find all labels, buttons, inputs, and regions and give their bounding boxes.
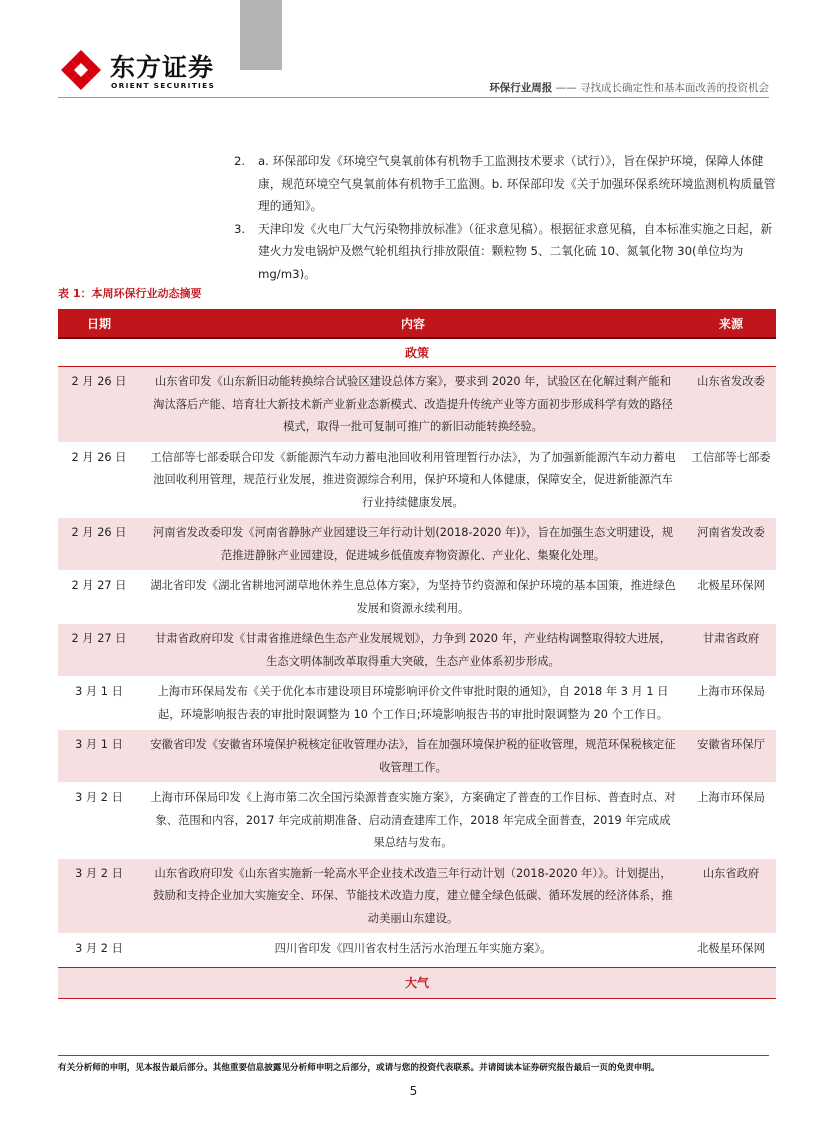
event-number: 3. [234, 221, 246, 236]
row-source: 上海市环保局 [697, 791, 765, 804]
section-air: 大气 [58, 967, 776, 999]
row-content: 四川省印发《四川省农村生活污水治理五年实施方案》。 [274, 942, 552, 955]
report-subtitle: 寻找成长确定性和基本面改善的投资机会 [580, 82, 769, 94]
row-date: 3 月 2 日 [75, 866, 123, 880]
row-content: 湖北省印发《湖北省耕地河湖草地休养生息总体方案》，为坚持节约资源和保护环境的基本国策，推进绿色发展和资源永续利用。 [150, 579, 676, 615]
disclaimer-text: 有关分析师的申明，见本报告最后部分。其他重要信息披露见分析师申明之后部分，或请与您的投资代表联系。并请阅读本证券研究报告最后一页的免责申明。 [58, 1063, 660, 1073]
row-content: 安徽省印发《安徽省环境保护税核定征收管理办法》，旨在加强环境保护税的征收管理，规范环保税核定征收管理工作。 [150, 738, 676, 774]
table-row [58, 367, 776, 443]
row-content: 甘肃省政府印发《甘肃省推进绿色生态产业发展规划》，力争到 2020 年，产业结构调整取得较大进展，生态文明体制改革取得重大突破，生态产业体系初步形成。 [154, 632, 672, 668]
brand-logo [58, 46, 228, 96]
event-item [232, 150, 777, 218]
header-divider [58, 97, 769, 98]
row-date: 2 月 26 日 [71, 450, 127, 464]
table-header-row [58, 309, 776, 339]
brand-name-cn: 东方证券 [110, 53, 215, 82]
row-date: 2 月 27 日 [71, 579, 127, 592]
header-decor-bar [240, 0, 282, 70]
footer-divider [58, 1055, 769, 1056]
table-row [58, 571, 776, 624]
row-date: 3 月 1 日 [75, 685, 123, 698]
row-source: 山东省发改委 [697, 375, 765, 388]
row-date: 2 月 26 日 [71, 375, 127, 388]
row-date: 3 月 2 日 [75, 942, 123, 955]
row-source: 甘肃省政府 [702, 632, 760, 645]
table-caption: 表 1：本周环保行业动态摘要 [58, 287, 202, 300]
row-content: 工信部等七部委联合印发《新能源汽车动力蓄电池回收利用管理暂行办法》，为了加强新能源汽车动力蓄电池回收利用管理，规范行业发展，推进资源综合利用，保护环境和人体健康，保障安全，促进新能源汽车行业持续健康发展。 [150, 450, 676, 509]
row-content: 山东省政府印发《山东省实施新一轮高水平企业技术改造三年行动计划（2018-2020 年）》。计划提出，鼓励和支持企业加大实施安全、环保、节能技术改造力度，建立健全绿色低碳、循环发展的经济体系，推动美丽山东建设。 [153, 866, 673, 925]
row-date: 2 月 26 日 [71, 526, 127, 539]
report-type: 环保行业周报 [489, 82, 553, 94]
row-source: 河南省发改委 [697, 526, 765, 539]
row-date: 3 月 2 日 [75, 791, 123, 804]
page-number: 5 [409, 1084, 418, 1098]
row-content: 上海市环保局印发《上海市第二次全国污染源普查实施方案》，方案确定了普查的工作目标、普查时点、对象、范围和内容，2017 年完成前期准备、启动清查建库工作，2018 年完成全面普查，2019 年完成成果总结与发布。 [150, 791, 676, 849]
table-row [58, 730, 776, 783]
report-header [489, 80, 769, 95]
event-text: 天津印发《火电厂大气污染物排放标准》（征求意见稿）。根据征求意见稿，自本标准实施之日起，新建火力发电锅炉及燃气轮机组执行排放限值：颗粒物 5、二氧化硫 10、氮氧化物 30(单位均为 mg/m3)。 [258, 221, 773, 281]
industry-news-table [58, 309, 776, 999]
section-policy: 政策 [58, 339, 776, 367]
table-row [58, 934, 776, 965]
row-source: 北极星环保网 [697, 579, 765, 592]
table-row [58, 518, 776, 571]
table-row [58, 859, 776, 935]
row-content: 河南省发改委印发《河南省静脉产业园建设三年行动计划(2018-2020 年)》，旨在加强生态文明建设，规范推进静脉产业园建设，促进城乡低值废弃物资源化、产业化、集聚化处理。 [152, 526, 674, 562]
event-number: 2. [234, 154, 246, 168]
table-row [58, 677, 776, 730]
row-date: 2 月 27 日 [71, 632, 127, 645]
row-date: 3 月 1 日 [75, 738, 123, 751]
event-text: a. 环保部印发《环境空气臭氧前体有机物手工监测技术要求（试行）》，旨在保护环境，保障人体健康，规范环境空气臭氧前体有机物手工监测。b. 环保部印发《关于加强环保系统环境监测机构质量管理的通知》。 [258, 154, 776, 213]
row-source: 山东省政府 [702, 866, 760, 880]
row-source: 安徽省环保厅 [697, 738, 765, 751]
header-source: 来源 [718, 316, 743, 331]
table-row [58, 783, 776, 859]
header-date: 日期 [86, 316, 111, 331]
row-source: 上海市环保局 [697, 685, 765, 698]
row-source: 北极星环保网 [697, 942, 765, 955]
header-content: 内容 [400, 316, 425, 331]
events-list [232, 150, 777, 285]
row-content: 上海市环保局发布《关于优化本市建设项目环境影响评价文件审批时限的通知》，自 2018 年 3 月 1 日起，环境影响报告表的审批时限调整为 10 个工作日;环境影响报告书的审批时限调整为 20 个工作日。 [157, 685, 669, 721]
row-content: 山东省印发《山东新旧动能转换综合试验区建设总体方案》，要求到 2020 年，试验区在化解过剩产能和淘汰落后产能、培育壮大新技术新产业新业态新模式、改造提升传统产业等方面初步形成科学有效的路径模式，取得一批可复制可推广的新旧动能转换经验。 [153, 375, 673, 433]
row-source: 工信部等七部委 [691, 450, 771, 464]
brand-name-en: ORIENT SECURITIES [111, 81, 216, 90]
event-item [232, 218, 777, 286]
header-separator: —— [555, 82, 577, 94]
table-row [58, 443, 776, 519]
orient-logo-icon [58, 48, 104, 92]
table-row [58, 624, 776, 677]
